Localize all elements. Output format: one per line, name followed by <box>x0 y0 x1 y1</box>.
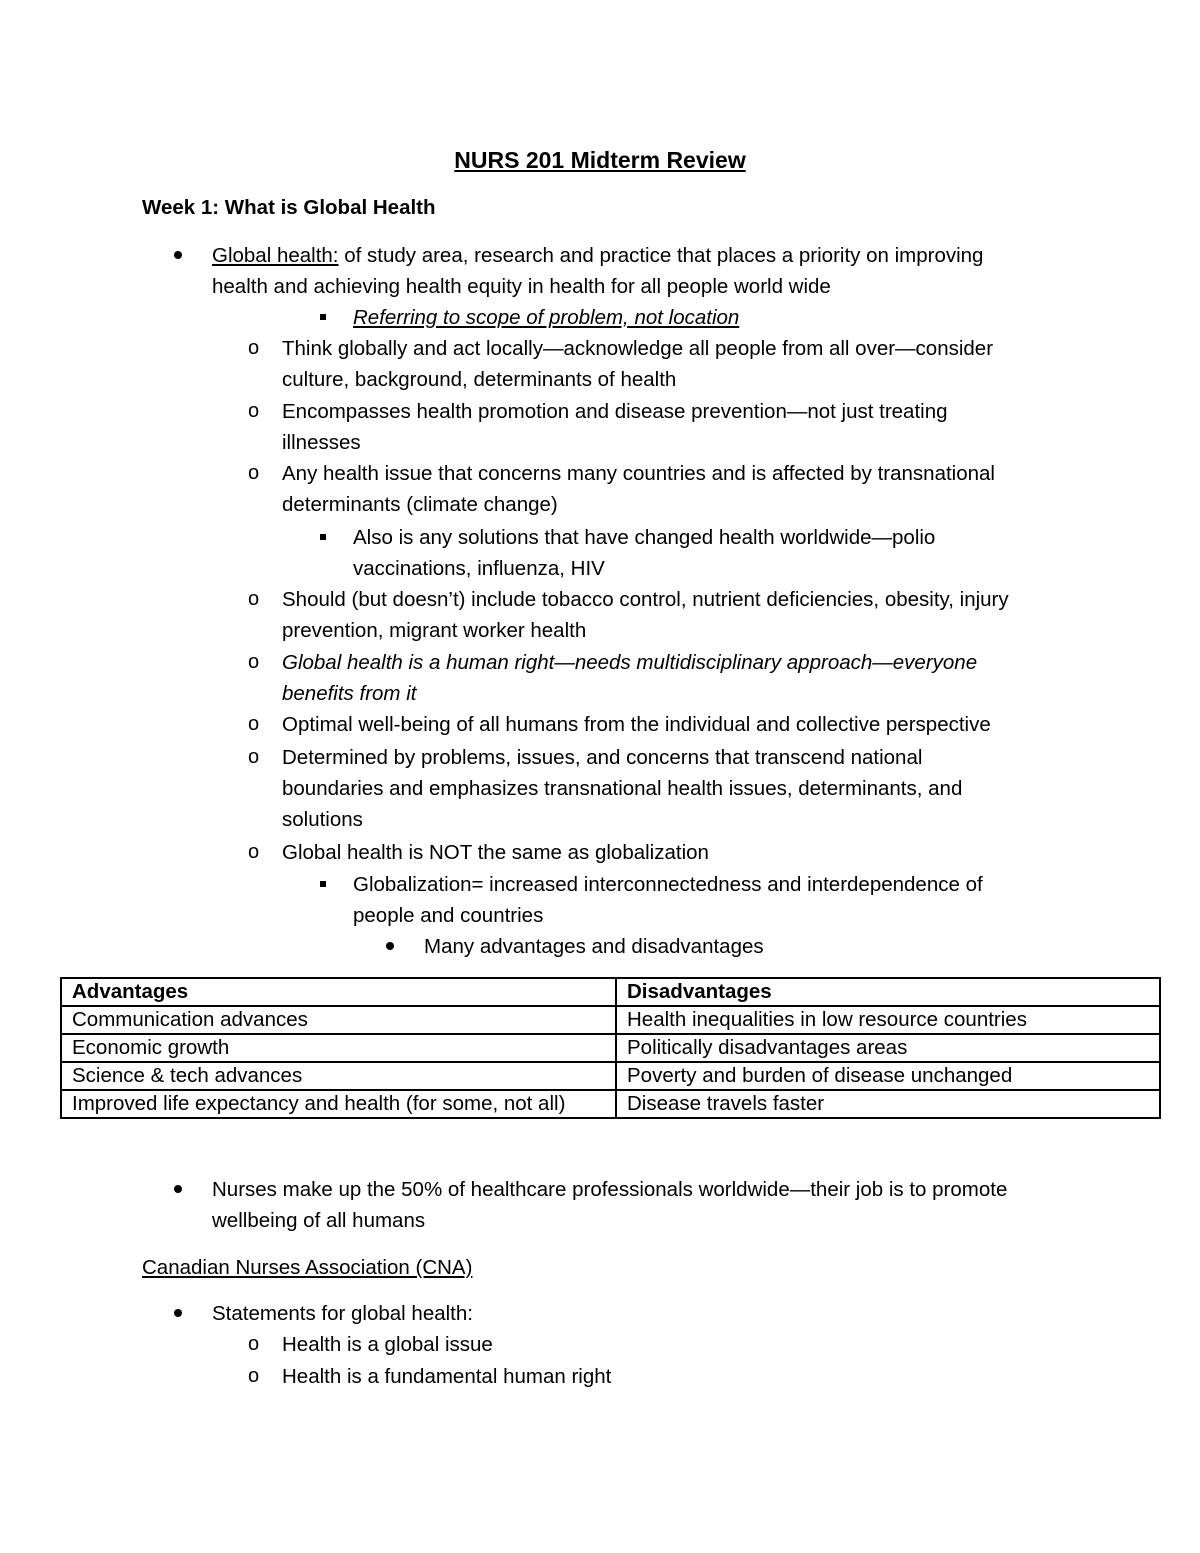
table-row <box>61 1062 1160 1090</box>
bullet-square-icon <box>320 881 326 887</box>
table-cell: Communication advances <box>61 1006 616 1034</box>
page-title: NURS 201 Midterm Review <box>454 147 746 173</box>
list-item: o Optimal well-being of all humans from the individual and collective perspective <box>282 709 991 740</box>
list-item: o Encompasses health promotion and disease prevention—not just treating illnesses <box>282 396 948 458</box>
list-item: Globalization= increased interconnectedness and interdependence of people and countries <box>353 869 983 931</box>
list-item <box>353 302 739 333</box>
table-cell: Improved life expectancy and health (for some, not all) <box>61 1090 616 1118</box>
definition-text-cont: health and achieving health equity in health for all people world wide <box>212 275 831 298</box>
table-row <box>61 1090 1160 1118</box>
bullet-dot-icon <box>386 942 394 950</box>
bullet-dot-icon <box>174 1185 182 1193</box>
list-item: Also is any solutions that have changed health worldwide—polio vaccinations, influenza, HIV <box>353 522 935 584</box>
list-item: o Determined by problems, issues, and concerns that transcend national boundaries and emphasizes transnational health issues, determinants, and solutions <box>282 742 962 835</box>
table-cell: Health inequalities in low resource countries <box>616 1006 1160 1034</box>
table-cell: Disease travels faster <box>616 1090 1160 1118</box>
list-item: Nurses make up the 50% of healthcare professionals worldwide—their job is to promote wellbeing of all humans <box>212 1174 1007 1236</box>
bullet-circle-icon: o <box>248 588 260 610</box>
list-item: o Should (but doesn’t) include tobacco control, nutrient deficiencies, obesity, injury prevention, migrant worker health <box>282 584 1009 646</box>
list-item: Many advantages and disadvantages <box>424 931 764 962</box>
list-item: o Health is a global issue <box>282 1329 493 1360</box>
table-cell: Politically disadvantages areas <box>616 1034 1160 1062</box>
bullet-circle-icon: o <box>248 337 260 359</box>
bullet-circle-icon: o <box>248 400 260 422</box>
table-header: Advantages <box>61 978 616 1006</box>
advantages-table <box>60 977 1161 1119</box>
definition-text: of study area, research and practice that places a priority on improving <box>338 244 984 267</box>
list-item: o Think globally and act locally—acknowledge all people from all over—consider culture, background, determinants of health <box>282 333 993 395</box>
list-item: o Health is a fundamental human right <box>282 1361 611 1392</box>
week-heading: Week 1: What is Global Health <box>142 196 436 219</box>
table-cell: Poverty and burden of disease unchanged <box>616 1062 1160 1090</box>
bullet-square-icon <box>320 534 326 540</box>
definition-term: Global health: <box>212 244 339 267</box>
list-item <box>212 240 983 302</box>
bullet-circle-icon: o <box>248 1365 260 1387</box>
bullet-dot-icon <box>174 1309 182 1317</box>
list-item: Statements for global health: <box>212 1298 473 1329</box>
table-header-row <box>61 978 1160 1006</box>
bullet-square-icon <box>320 314 326 320</box>
scope-note: Referring to scope of problem, not location <box>353 306 740 329</box>
table-header: Disadvantages <box>616 978 1160 1006</box>
bullet-circle-icon: o <box>248 841 260 863</box>
list-item: o Any health issue that concerns many countries and is affected by transnational determinants (climate change) <box>282 458 995 520</box>
table-cell: Economic growth <box>61 1034 616 1062</box>
bullet-circle-icon: o <box>248 1333 260 1355</box>
cna-heading: Canadian Nurses Association (CNA) <box>142 1256 473 1279</box>
bullet-circle-icon: o <box>248 462 260 484</box>
table-cell: Science & tech advances <box>61 1062 616 1090</box>
table-row <box>61 1034 1160 1062</box>
bullet-circle-icon: o <box>248 713 260 735</box>
table-row <box>61 1006 1160 1034</box>
list-item: o Global health is NOT the same as globalization <box>282 837 709 868</box>
bullet-dot-icon <box>174 251 182 259</box>
list-item: o Global health is a human right—needs multidisciplinary approach—everyone benefits from it <box>282 647 977 709</box>
bullet-circle-icon: o <box>248 746 260 768</box>
bullet-circle-icon: o <box>248 651 260 673</box>
